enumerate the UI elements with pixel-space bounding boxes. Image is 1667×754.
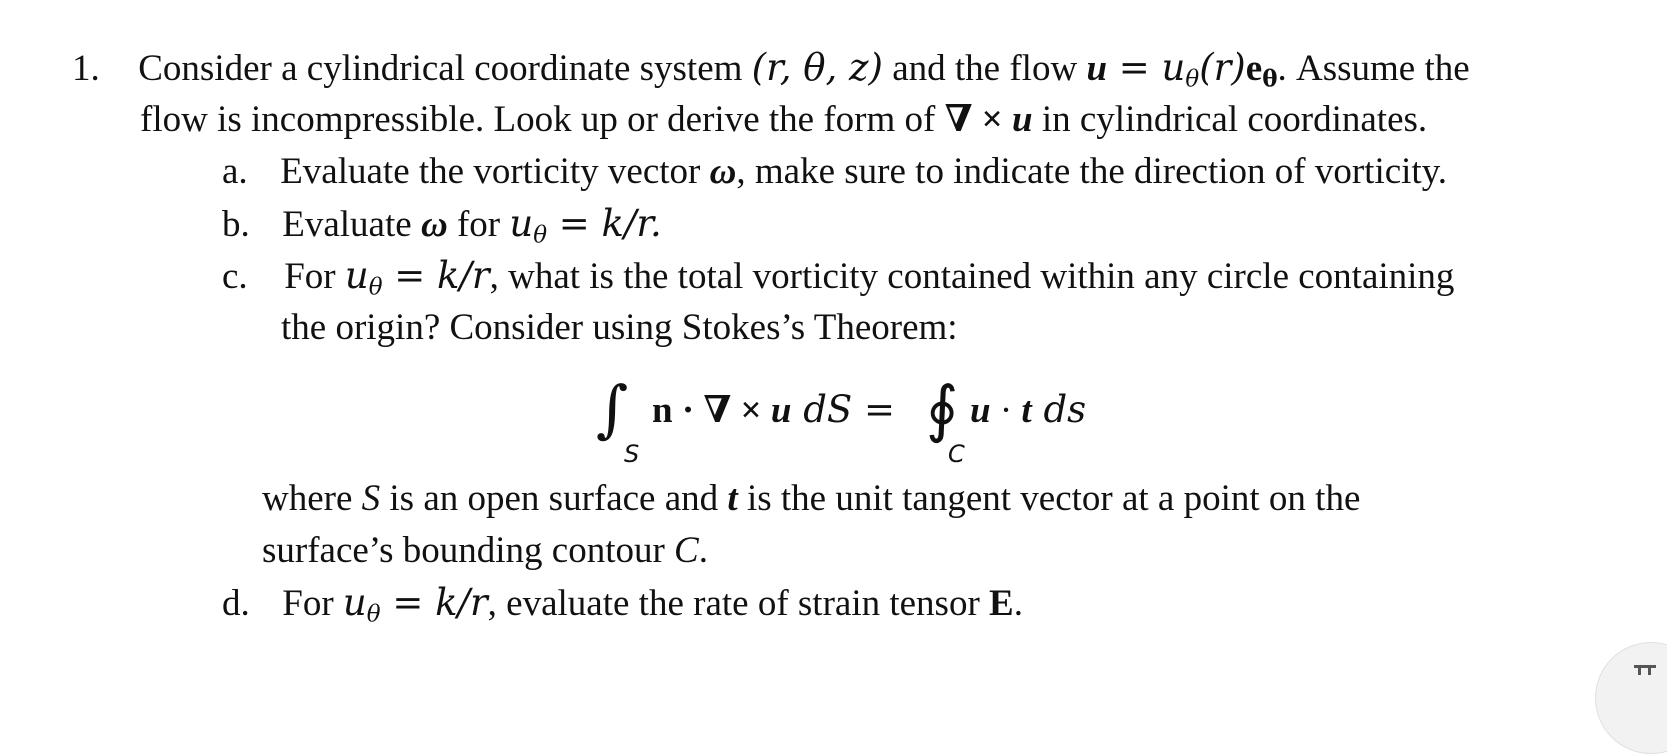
integral-subscript: S (624, 440, 640, 468)
normal-n: n (652, 390, 673, 431)
part-d-label: d. (222, 583, 250, 624)
part-b-text-1: Evaluate (282, 204, 421, 245)
problem-intro-1: Consider a cylindrical coordinate system (138, 48, 752, 89)
flow-r: (r) (1199, 46, 1246, 89)
part-d-expr: = k/r (380, 581, 488, 624)
where-3: is the unit tangent vector at a point on the (737, 478, 1361, 519)
problem-intro-2: and the flow (882, 48, 1087, 89)
problem-line-1 (72, 46, 1470, 101)
flow-sub: θ (1185, 66, 1200, 93)
part-c-expr: = k/r (382, 254, 490, 297)
part-c-line-2-text: the origin? Consider using Stokes’s Theorem: (281, 307, 958, 348)
part-d-text-2: , evaluate the rate of strain tensor (487, 583, 990, 624)
where-1: where (262, 478, 362, 519)
u-theta: u (509, 202, 534, 245)
curl-u: u (1012, 99, 1033, 140)
curl-operator: ∇ × (944, 99, 1013, 140)
where-t: t (727, 478, 738, 519)
flow-e-sub: θ (1262, 65, 1278, 93)
theta-sub: θ (368, 274, 383, 301)
flow-eq: = u (1107, 46, 1186, 89)
where-2: is an open surface and (380, 478, 728, 519)
part-b-expr: = k/r. (547, 202, 662, 245)
problem-number: 1. (72, 48, 100, 89)
where-C: C (674, 530, 699, 571)
part-c-text-1: For (284, 256, 345, 297)
where-line-2 (262, 529, 708, 573)
part-c-line-2 (281, 306, 958, 350)
stokes-equation (596, 372, 1156, 480)
toolbar-icon (1634, 665, 1656, 678)
dot-curl: · ∇ × (672, 390, 771, 431)
where-S: S (361, 478, 381, 519)
part-a-text-1: Evaluate the vorticity vector (280, 151, 710, 192)
line2-a: flow is incompressible. Look up or derive the form of (140, 99, 945, 140)
rhs-u: u (970, 390, 991, 431)
line2-b: in cylindrical coordinates. (1032, 99, 1428, 140)
lhs-u: u (770, 390, 792, 431)
equation-rhs (970, 388, 1086, 433)
contour-subscript: C (948, 440, 965, 468)
floating-action-button[interactable] (1595, 642, 1667, 754)
part-c-label: c. (222, 256, 248, 297)
integral-sign: ∫ (596, 372, 629, 445)
flow-e: e (1245, 48, 1263, 89)
u-theta: u (344, 254, 369, 297)
where-line2-b: . (698, 530, 708, 571)
where-line2-a: surface’s bounding contour (262, 530, 675, 571)
part-d-text-3: . (1013, 583, 1023, 624)
part-c (222, 254, 1454, 309)
rhs-ds: ds (1031, 388, 1087, 431)
omega: ω (709, 151, 737, 192)
problem-intro-3: . Assume the (1277, 48, 1470, 89)
u-theta: u (342, 581, 367, 624)
coords: (r, θ, z) (751, 46, 883, 89)
part-b-label: b. (222, 204, 250, 245)
part-a (222, 150, 1447, 194)
flow-u: u (1086, 48, 1108, 89)
strain-tensor-E: E (989, 583, 1014, 624)
part-a-text-2: , make sure to indicate the direction of vorticity. (736, 151, 1448, 192)
contour-integral-sign: ∮ (926, 372, 959, 445)
rhs-t: t (1021, 390, 1032, 431)
equals: = (852, 388, 895, 431)
where-line-1 (262, 477, 1360, 521)
part-b (222, 202, 662, 257)
lhs-dS: dS (791, 388, 853, 431)
part-a-label: a. (222, 151, 248, 192)
equation-lhs (652, 388, 895, 433)
rhs-dot: · (990, 390, 1022, 431)
problem-line-2 (140, 98, 1427, 142)
part-c-text-2: , what is the total vorticity contained within any circle containing (489, 256, 1455, 297)
part-d-text-1: For (282, 583, 343, 624)
part-d (222, 581, 1023, 636)
theta-sub: θ (533, 222, 548, 249)
theta-sub: θ (366, 601, 381, 628)
omega: ω (420, 204, 448, 245)
part-b-text-2: for (447, 204, 510, 245)
